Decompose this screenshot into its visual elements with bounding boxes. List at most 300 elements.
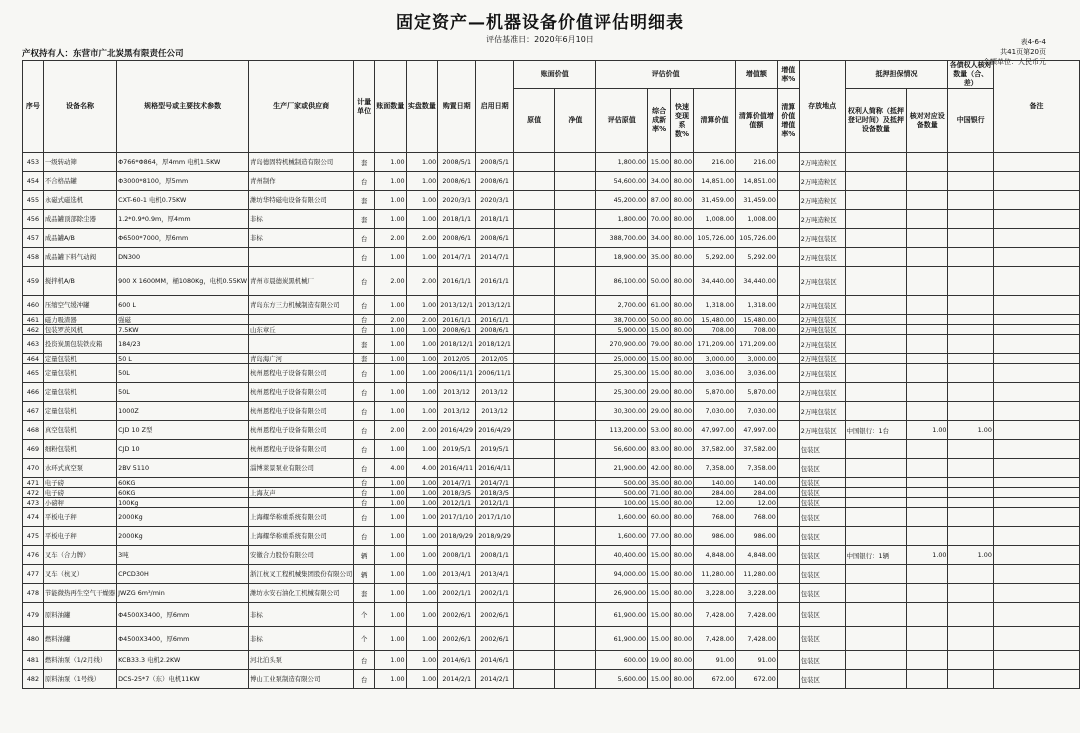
cell-pl: 中国银行：1辆 [845,546,907,565]
table-row [23,508,1080,527]
cell-eo: 113,200.00 [596,421,648,440]
cell-empty [514,248,555,267]
cell-unit: 台 [354,402,375,421]
cell-vq [907,191,948,210]
col-seq: 序号 [23,61,44,153]
cell-spec: 2000Kg [117,508,249,527]
cell-lc: 80.00 [671,267,694,296]
cell-pl [845,627,907,651]
cell-empty [777,440,799,459]
cell-lc: 80.00 [671,364,694,383]
cell-pl [845,402,907,421]
cell-nr: 42.00 [648,459,671,478]
cell-nr: 35.00 [648,478,671,488]
cell-ud: 2002/1/1 [476,584,514,603]
cell-aq: 1.00 [406,527,438,546]
cell-no: 456 [23,210,44,229]
cell-pl [845,651,907,670]
cell-bq: 1.00 [375,546,407,565]
cell-empty [555,315,596,325]
cell-inc: 986.00 [735,527,777,546]
cell-bk [948,527,993,546]
cell-bd: 2014/6/1 [438,651,476,670]
cell-nr: 15.00 [648,584,671,603]
cell-aq: 1.00 [406,440,438,459]
col-creditor: 各债权人核对数量（合、差） [949,61,992,87]
cell-empty [555,248,596,267]
cell-bq: 2.00 [375,267,407,296]
cell-bk [948,459,993,478]
cell-lc: 80.00 [671,527,694,546]
cell-nr: 34.00 [648,229,671,248]
cell-bk [948,627,993,651]
cell-pl [845,498,907,508]
cell-empty [514,172,555,191]
cell-nr: 29.00 [648,383,671,402]
cell-eo: 40,400.00 [596,546,648,565]
cell-lv: 7,358.00 [694,459,736,478]
cell-spec: 184/23 [117,335,249,354]
cell-vq [907,296,948,315]
cell-unit: 辆 [354,546,375,565]
cell-maker [249,498,354,508]
cell-bk [948,248,993,267]
cell-lc: 80.00 [671,627,694,651]
cell-eo: 26,900.00 [596,584,648,603]
cell-eo: 100.00 [596,498,648,508]
cell-no: 468 [23,421,44,440]
cell-ud: 2012/1/1 [476,498,514,508]
cell-lv: 34,440.00 [694,267,736,296]
table-number: 表4-6-4 [1020,38,1046,46]
cell-maker: 潍坊华特磁电设备有限公司 [249,191,354,210]
cell-maker: 非标 [249,603,354,627]
cell-pl [845,603,907,627]
cell-vq [907,315,948,325]
cell-no: 476 [23,546,44,565]
cell-bk [948,508,993,527]
cell-empty [777,627,799,651]
col-pledgee: 权利人简称（抵押登记时间）及抵押设备数量 [845,89,907,153]
cell-lc: 80.00 [671,651,694,670]
cell-eo: 86,100.00 [596,267,648,296]
cell-aq: 1.00 [406,546,438,565]
cell-bk [948,229,993,248]
cell-bd: 2016/1/1 [438,267,476,296]
cell-spec: 1.2*0.9*0.9m，厚4mm [117,210,249,229]
cell-nr: 87.00 [648,191,671,210]
cell-loc: 包装区 [799,603,845,627]
cell-empty [555,488,596,498]
cell-nr: 34.00 [648,172,671,191]
cell-inc: 91.00 [735,651,777,670]
cell-vq [907,153,948,172]
table-row [23,527,1080,546]
cell-loc: 包装区 [799,546,845,565]
cell-bd: 2018/3/5 [438,488,476,498]
cell-lv: 768.00 [694,508,736,527]
cell-vq [907,440,948,459]
cell-bq: 1.00 [375,354,407,364]
cell-empty [514,627,555,651]
cell-empty [555,153,596,172]
cell-empty [777,210,799,229]
cell-empty [555,335,596,354]
cell-bk [948,478,993,488]
cell-maker: 非标 [249,210,354,229]
cell-unit: 台 [354,383,375,402]
cell-empty [993,229,1079,248]
cell-bq: 1.00 [375,210,407,229]
col-book-qty: 账面数量 [375,61,407,153]
cell-bk [948,584,993,603]
cell-bd: 2012/05 [438,354,476,364]
cell-nr: 50.00 [648,315,671,325]
cell-spec: 50L [117,364,249,383]
cell-empty [993,191,1079,210]
cell-eo: 38,700.00 [596,315,648,325]
cell-name: 成品罐下料气动阀 [43,248,116,267]
cell-lv: 3,000.00 [694,354,736,364]
cell-bq: 1.00 [375,325,407,335]
cell-vq [907,508,948,527]
cell-loc: 包装区 [799,651,845,670]
cell-bd: 2016/1/1 [438,315,476,325]
cell-unit: 台 [354,267,375,296]
cell-ud: 2012/05 [476,354,514,364]
cell-loc: 2万吨包装区 [799,421,845,440]
cell-empty [514,527,555,546]
cell-empty [514,546,555,565]
cell-ud: 2016/4/29 [476,421,514,440]
cell-bd: 2008/1/1 [438,546,476,565]
cell-spec: Φ4500X3400，厚6mm [117,627,249,651]
cell-aq: 1.00 [406,153,438,172]
cell-bd: 2013/4/1 [438,565,476,584]
cell-empty [514,498,555,508]
cell-bk: 1.00 [948,546,993,565]
cell-bk [948,354,993,364]
cell-spec: 60KG [117,478,249,488]
cell-inc: 216.00 [735,153,777,172]
table-row [23,229,1080,248]
cell-empty [555,296,596,315]
cell-inc: 3,036.00 [735,364,777,383]
cell-lv: 171,209.00 [694,335,736,354]
cell-eo: 1,600.00 [596,527,648,546]
cell-name: 成品罐A/B [43,229,116,248]
col-bank: 中国银行 [948,89,993,153]
cell-empty [993,527,1079,546]
cell-no: 473 [23,498,44,508]
cell-unit: 台 [354,459,375,478]
cell-unit: 套 [354,584,375,603]
cell-name: 小磅秤 [43,498,116,508]
cell-no: 479 [23,603,44,627]
cell-pl [845,335,907,354]
cell-name: 电子磅 [43,478,116,488]
cell-name: 水环式真空泵 [43,459,116,478]
cell-empty [555,440,596,459]
cell-pl [845,670,907,689]
cell-aq: 1.00 [406,603,438,627]
cell-empty [777,325,799,335]
cell-empty [514,153,555,172]
cell-eo: 30,300.00 [596,402,648,421]
cell-loc: 包装区 [799,478,845,488]
cell-bk [948,191,993,210]
cell-bd: 2013/12/1 [438,296,476,315]
cell-lv: 31,459.00 [694,191,736,210]
cell-inc: 672.00 [735,670,777,689]
col-remark: 备注 [993,61,1079,153]
cell-ud: 2016/1/1 [476,267,514,296]
table-row [23,478,1080,488]
col-incr: 增值额 [735,61,777,89]
cell-inc: 171,209.00 [735,335,777,354]
cell-vq [907,478,948,488]
cell-ud: 2020/3/1 [476,191,514,210]
cell-loc: 包装区 [799,488,845,498]
cell-bd: 2014/7/1 [438,248,476,267]
cell-loc: 包装区 [799,498,845,508]
cell-aq: 2.00 [406,229,438,248]
cell-bq: 1.00 [375,670,407,689]
cell-ud: 2014/6/1 [476,651,514,670]
table-row [23,488,1080,498]
cell-ud: 2014/2/1 [476,670,514,689]
cell-empty [993,478,1079,488]
cell-spec: 100Kg [117,498,249,508]
cell-empty [777,459,799,478]
cell-name: 压缩空气缓冲罐 [43,296,116,315]
cell-bq: 1.00 [375,364,407,383]
table-row [23,354,1080,364]
cell-empty [777,478,799,488]
cell-pl [845,364,907,383]
cell-pl [845,296,907,315]
cell-empty [555,498,596,508]
cell-ud: 2008/6/1 [476,325,514,335]
cell-no: 474 [23,508,44,527]
cell-nr: 19.00 [648,651,671,670]
cell-vq [907,402,948,421]
cell-pl [845,172,907,191]
cell-empty [777,421,799,440]
cell-pl [845,354,907,364]
cell-nr: 15.00 [648,627,671,651]
cell-empty [993,651,1079,670]
cell-pl [845,527,907,546]
cell-maker: 杭州恩程电子设备有限公司 [249,383,354,402]
cell-aq: 2.00 [406,421,438,440]
cell-empty [555,478,596,488]
cell-bd: 2006/11/1 [438,364,476,383]
cell-aq: 1.00 [406,248,438,267]
cell-unit: 台 [354,229,375,248]
cell-bq: 1.00 [375,440,407,459]
cell-bq: 1.00 [375,248,407,267]
cell-bq: 1.00 [375,383,407,402]
cell-lc: 80.00 [671,508,694,527]
table-row [23,421,1080,440]
cell-aq: 1.00 [406,383,438,402]
table-body [23,153,1080,689]
cell-empty [555,172,596,191]
cell-no: 478 [23,584,44,603]
cell-nr: 15.00 [648,498,671,508]
cell-vq [907,565,948,584]
cell-empty [993,248,1079,267]
table-row [23,383,1080,402]
cell-bd: 2020/3/1 [438,191,476,210]
cell-bq: 1.00 [375,153,407,172]
cell-unit: 套 [354,191,375,210]
cell-eo: 61,900.00 [596,627,648,651]
col-name: 设备名称 [43,61,116,153]
cell-inc: 5,870.00 [735,383,777,402]
cell-bk [948,565,993,584]
table-row [23,546,1080,565]
cell-empty [993,488,1079,498]
cell-inc: 140.00 [735,478,777,488]
cell-no: 466 [23,383,44,402]
cell-empty [993,670,1079,689]
col-unit: 计量单位 [354,61,375,153]
cell-inc: 12.00 [735,498,777,508]
cell-lv: 284.00 [694,488,736,498]
cell-bk [948,651,993,670]
cell-spec: JWZG 6m³/min [117,584,249,603]
cell-lv: 672.00 [694,670,736,689]
cell-lv: 5,292.00 [694,248,736,267]
cell-ud: 2018/3/5 [476,488,514,498]
cell-bd: 2012/1/1 [438,498,476,508]
property-owner: 产权持有人：东营市广北炭黑有限责任公司 [22,49,184,59]
cell-lv: 7,030.00 [694,402,736,421]
cell-empty [777,248,799,267]
col-liq-incr-rate: 清算价值增值率% [777,89,799,153]
cell-ud: 2006/11/1 [476,364,514,383]
cell-maker [249,335,354,354]
cell-empty [514,670,555,689]
cell-eo: 54,600.00 [596,172,648,191]
currency-unit: 金额单位：人民币元 [983,58,1046,66]
cell-empty [777,527,799,546]
cell-empty [993,315,1079,325]
cell-vq [907,584,948,603]
cell-lv: 7,428.00 [694,603,736,627]
cell-aq: 1.00 [406,335,438,354]
cell-bd: 2002/6/1 [438,603,476,627]
cell-lc: 80.00 [671,296,694,315]
cell-name: 平板电子秤 [43,527,116,546]
cell-vq [907,383,948,402]
cell-vq [907,603,948,627]
cell-unit: 台 [354,478,375,488]
cell-lv: 47,997.00 [694,421,736,440]
cell-bq: 2.00 [375,229,407,248]
cell-bd: 2008/6/1 [438,325,476,335]
cell-lv: 4,848.00 [694,546,736,565]
cell-loc: 2万吨包装区 [799,296,845,315]
col-orig: 原值 [514,89,555,153]
cell-empty [993,210,1079,229]
cell-lc: 80.00 [671,153,694,172]
cell-bq: 2.00 [375,421,407,440]
cell-spec: CPCD30H [117,565,249,584]
cell-bk [948,402,993,421]
cell-ud: 2018/9/29 [476,527,514,546]
col-liq-value: 清算价值 [694,89,736,153]
cell-bd: 2002/1/1 [438,584,476,603]
table-row [23,565,1080,584]
cell-maker: 青州市晨德炭黑机械厂 [249,267,354,296]
cell-nr: 15.00 [648,546,671,565]
cell-ud: 2013/12 [476,402,514,421]
cell-maker: 博山工业泵制造有限公司 [249,670,354,689]
table-row [23,210,1080,229]
cell-no: 467 [23,402,44,421]
table-row [23,440,1080,459]
col-book-value: 账面价值 [514,61,596,89]
cell-eo: 1,600.00 [596,508,648,527]
cell-maker: 淄博莱景泵业有限公司 [249,459,354,478]
cell-name: 包装罗茨风机 [43,325,116,335]
cell-pl [845,478,907,488]
cell-aq: 1.00 [406,584,438,603]
cell-pl [845,488,907,498]
cell-no: 465 [23,364,44,383]
cell-vq [907,172,948,191]
cell-bq: 1.00 [375,527,407,546]
cell-no: 463 [23,335,44,354]
cell-pl [845,459,907,478]
cell-empty [993,354,1079,364]
cell-name: 搅拌机A/B [43,267,116,296]
cell-bd: 2017/1/10 [438,508,476,527]
cell-name: 磁力吸渣器 [43,315,116,325]
cell-lc: 80.00 [671,603,694,627]
cell-aq: 2.00 [406,267,438,296]
cell-loc: 2万吨包装区 [799,267,845,296]
cell-nr: 83.00 [648,440,671,459]
cell-name: 细粉包装机 [43,440,116,459]
cell-nr: 15.00 [648,603,671,627]
cell-lv: 986.00 [694,527,736,546]
page-info: 共41页第20页 [1000,48,1046,56]
cell-empty [514,210,555,229]
cell-empty [555,508,596,527]
cell-eo: 1,800.00 [596,153,648,172]
cell-loc: 2万吨包装区 [799,335,845,354]
cell-bk [948,153,993,172]
cell-unit: 台 [354,651,375,670]
table-row [23,315,1080,325]
cell-ud: 2013/4/1 [476,565,514,584]
table-row [23,296,1080,315]
cell-empty [514,440,555,459]
base-date: 评估基准日：2020年6月10日 [486,35,594,44]
cell-spec: 2000Kg [117,527,249,546]
table-row [23,335,1080,354]
cell-inc: 47,997.00 [735,421,777,440]
table-row [23,267,1080,296]
cell-name: 叉车（合力牌） [43,546,116,565]
cell-vq [907,354,948,364]
cell-maker: 青州制作 [249,172,354,191]
cell-loc: 2万吨包装区 [799,229,845,248]
